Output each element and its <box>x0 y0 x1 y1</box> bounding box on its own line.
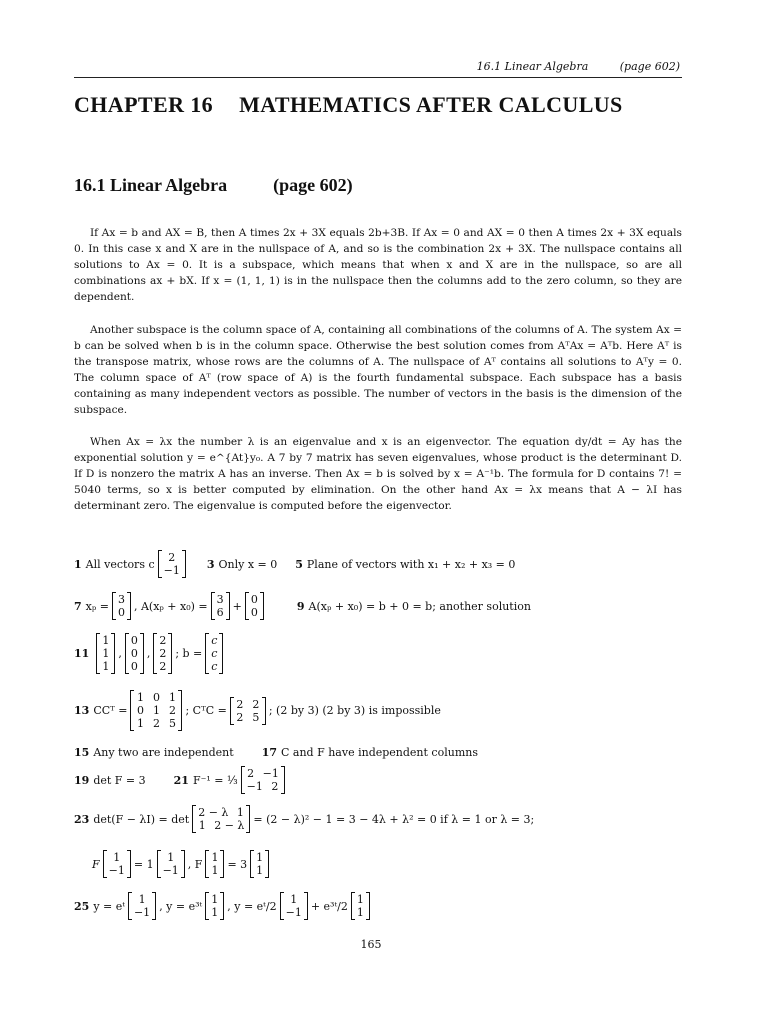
answer-text: A(xₚ + x₀) = b + 0 = b; another solution <box>308 599 531 613</box>
answer-text: + <box>232 599 242 613</box>
matrix-entry: 2 <box>252 697 260 711</box>
matrix-entry: −1 <box>262 767 279 780</box>
vector-entry: 3 <box>117 593 125 606</box>
answer-1-3-5 <box>74 550 515 578</box>
vector <box>96 633 115 674</box>
answer-text: , F <box>187 857 203 871</box>
chapter-number: CHAPTER 16 <box>74 92 214 117</box>
matrix-row <box>136 717 176 730</box>
vector-entry: 0 <box>250 606 258 619</box>
matrix-row <box>198 819 244 832</box>
matrix-entry: 1 <box>167 851 175 864</box>
matrix-entry: −1 <box>133 906 151 919</box>
running-head-section: 16.1 Linear Algebra <box>476 60 589 73</box>
matrix-entry: 2 <box>236 710 244 724</box>
vector <box>157 850 185 878</box>
vector-entry: 1 <box>102 660 110 673</box>
matrix-entry: 1 <box>211 906 219 919</box>
answer-7-9 <box>74 592 531 620</box>
vector <box>205 850 224 878</box>
matrix-entry: 1 <box>136 691 144 704</box>
matrix <box>130 690 182 731</box>
chapter-heading <box>74 92 694 118</box>
vector <box>103 850 131 878</box>
running-head <box>0 60 680 73</box>
matrix-entry: 1 <box>211 851 219 864</box>
matrix <box>230 697 266 725</box>
answer-text: Only x = 0 <box>218 557 278 571</box>
matrix-entry: 2 <box>236 697 244 711</box>
answer-text: , A(xₚ + x₀) = <box>133 599 208 613</box>
matrix-entry: 1 <box>290 893 298 906</box>
matrix-row <box>247 767 279 780</box>
matrix-entry: 1 <box>198 819 206 832</box>
vector-entry: 2 <box>168 551 176 564</box>
matrix-entry: 1 <box>136 717 144 730</box>
answer-text: ; CᵀC = <box>185 704 227 717</box>
matrix-row <box>247 780 279 793</box>
matrix-entry: 5 <box>252 710 260 724</box>
matrix-entry: −1 <box>246 780 263 793</box>
answer-text: C and F have independent columns <box>281 746 478 759</box>
answer-13 <box>74 690 441 731</box>
vector-entry: c <box>211 634 218 647</box>
matrix-entry: 1 <box>152 704 160 717</box>
header-rule <box>74 77 682 78</box>
answer-25 <box>74 892 373 920</box>
answer-text: , y = e³ᵗ <box>159 899 203 913</box>
matrix-entry: −1 <box>162 864 179 877</box>
matrix-entry: 1 <box>211 893 219 906</box>
matrix-entry: 2 − λ <box>198 806 229 819</box>
section-page-ref: (page 602) <box>273 175 353 195</box>
vector <box>250 850 269 878</box>
answer-text: CCᵀ = <box>93 704 128 717</box>
matrix-entry: 0 <box>152 691 160 704</box>
matrix-row <box>236 711 260 724</box>
answer-number: 9 <box>296 599 305 613</box>
answer-number: 13 <box>74 704 90 717</box>
answer-text: F <box>92 857 100 871</box>
matrix-entry: 2 <box>152 717 160 730</box>
matrix-entry: 1 <box>211 864 219 877</box>
answer-number: 21 <box>173 773 189 787</box>
vector-entry: 6 <box>216 606 224 619</box>
answer-number: 15 <box>74 746 90 759</box>
vector-entry: 0 <box>130 634 138 647</box>
answer-text: ; (2 by 3) (2 by 3) is impossible <box>268 704 441 717</box>
matrix-entry: 0 <box>136 704 144 717</box>
vector <box>211 592 230 620</box>
answer-number: 17 <box>261 746 277 759</box>
vector <box>205 633 223 674</box>
vector-entry: 1 <box>102 647 110 660</box>
vector-entry: 1 <box>102 634 110 647</box>
vector-entry: 0 <box>117 606 125 619</box>
vector <box>205 892 224 920</box>
matrix-entry: 1 <box>168 691 176 704</box>
answer-text: ; b = <box>175 647 203 660</box>
matrix-entry: 1 <box>256 851 264 864</box>
vector <box>125 633 144 674</box>
matrix-entry: 1 <box>356 893 364 906</box>
matrix-entry: 1 <box>356 906 364 919</box>
answer-text: All vectors c <box>85 557 155 571</box>
matrix-row <box>136 704 176 717</box>
paragraph-eigenvalues: When Ax = λx the number λ is an eigenvalue and x is an eigenvector. The equation dy/dt = Ay has the exponential solution y = e^{At}y₀. A 7 by 7 matrix has seven eigenvalues, whose product is the determinant D. If D is nonzero the matrix A has an inverse. Then Ax = b is solved by x = A⁻¹b. The formula for D contains 7! = 5040 terms, so x is better computed by elimination. On the other hand Ax = λx means that A − λI has determinant zero. The eigenvalue is computed before the eigenvector. <box>74 436 682 512</box>
page-number: 165 <box>360 938 382 951</box>
answer-text: Plane of vectors with x₁ + x₂ + x₃ = 0 <box>306 557 516 571</box>
answer-19-21 <box>74 766 288 794</box>
matrix-row <box>236 698 260 711</box>
answer-number: 5 <box>295 557 303 571</box>
matrix-entry: 2 − λ <box>214 819 245 832</box>
matrix-entry: 1 <box>256 864 264 877</box>
vector <box>245 592 264 620</box>
paragraph-nullspace: If Ax = b and AX = B, then A times 2x + 3X equals 2b+3B. If Ax = 0 and AX = 0 then A times 2x + 3X equals 0. In this case x and X are in the nullspace of A, and so is the combination 2x + 3X. The nullspace contains all solutions to Ax = 0. It is a subspace, which means that when x and X are in the nullspace, so are all combinations ax + bX. If x = (1, 1, 1) is in the nullspace then the columns add to the zero column, so they are dependent. <box>74 227 682 303</box>
chapter-title: MATHEMATICS AFTER CALCULUS <box>239 92 623 117</box>
matrix-entry: 2 <box>271 780 279 793</box>
section-heading <box>74 175 353 196</box>
answer-text: det F = 3 <box>93 773 146 787</box>
answer-text: F⁻¹ = ⅓ <box>192 773 238 787</box>
vector-entry: 3 <box>216 593 224 606</box>
answer-text: + e³ᵗ/2 <box>310 899 348 913</box>
vector <box>351 892 370 920</box>
section-name: Linear Algebra <box>110 175 228 195</box>
answer-number: 25 <box>74 899 90 913</box>
vector-entry: 0 <box>130 647 138 660</box>
answer-text: y = eᵗ <box>93 899 125 913</box>
answer-text: = 1 <box>133 857 154 871</box>
answer-number: 7 <box>74 599 82 613</box>
answer-text: = (2 − λ)² − 1 = 3 − 4λ + λ² = 0 if λ = 1 or λ = 3; <box>253 812 535 826</box>
answer-text: , y = eᵗ/2 <box>227 899 277 913</box>
vector-entry: 0 <box>130 660 138 673</box>
matrix <box>241 766 285 794</box>
matrix-entry: 2 <box>168 704 176 717</box>
vector <box>153 633 172 674</box>
matrix-entry: 1 <box>138 893 146 906</box>
answer-number: 19 <box>74 773 90 787</box>
paragraph-column-space: Another subspace is the column space of A, containing all combinations of the columns of A. The system Ax = b can be solved when b is in the column space. Otherwise the best solution comes from AᵀAx = Aᵀb. Here Aᵀ is the transpose matrix, whose rows are the columns of A. The nullspace of Aᵀ contains all solutions to Aᵀy = 0. The column space of Aᵀ (row space of A) is the fourth fundamental subspace. Each subspace has a basis containing as many independent vectors as possible. The number of vectors in the basis is the dimension of the subspace. <box>74 324 682 416</box>
running-head-page-ref: (page 602) <box>619 60 680 73</box>
answer-23-eigenvectors <box>92 850 272 878</box>
matrix-entry: −1 <box>108 864 125 877</box>
vector-entry: 2 <box>159 660 167 673</box>
answer-text: = 3 <box>227 857 248 871</box>
matrix-entry: −1 <box>285 906 302 919</box>
matrix <box>192 805 250 833</box>
matrix-entry: 5 <box>168 717 176 730</box>
answer-23 <box>74 805 534 833</box>
matrix-row <box>136 691 176 704</box>
matrix-row <box>198 806 244 819</box>
answer-number: 1 <box>74 557 82 571</box>
vector-entry: c <box>211 660 218 673</box>
answer-number: 23 <box>74 812 90 826</box>
vector-entry: 0 <box>250 593 258 606</box>
vector <box>280 892 308 920</box>
answer-text: Any two are independent <box>93 746 234 759</box>
vector-entry: −1 <box>163 564 180 577</box>
answer-text: det(F − λI) = det <box>93 812 190 826</box>
answer-11: 11 1 1 1 , 0 0 0 , 2 2 2 ; b = c c c <box>74 633 226 674</box>
matrix-entry: 1 <box>236 806 244 819</box>
answer-15-17 <box>74 746 478 759</box>
answer-text: xₚ = <box>85 599 109 613</box>
section-number: 16.1 <box>74 175 106 195</box>
answer-number: 3 <box>206 557 215 571</box>
answer-number: 11 <box>74 647 90 660</box>
vector <box>158 550 186 578</box>
vector-entry: 2 <box>159 647 167 660</box>
vector <box>128 892 156 920</box>
matrix-entry: 2 <box>247 767 255 780</box>
vector <box>112 592 131 620</box>
vector-entry: c <box>211 647 218 660</box>
vector-entry: 2 <box>159 634 167 647</box>
matrix-entry: 1 <box>113 851 121 864</box>
